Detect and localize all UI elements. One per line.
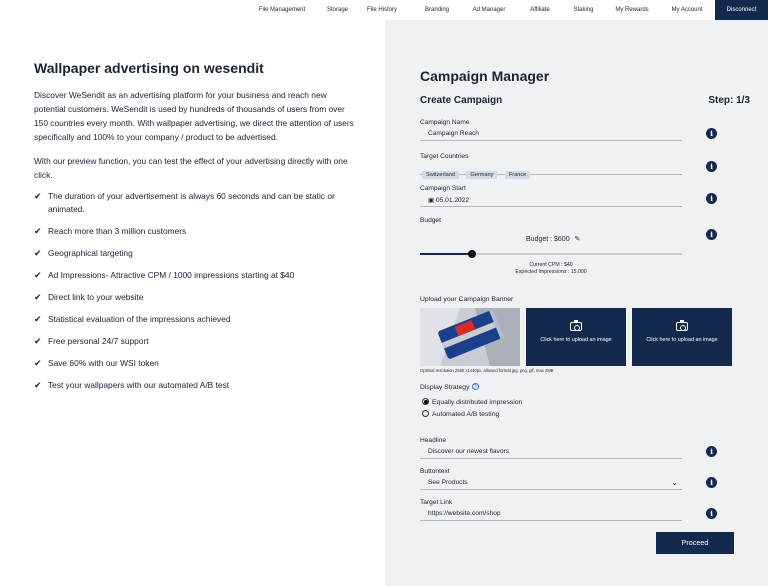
proceed-button[interactable]: Proceed	[656, 532, 734, 554]
nav-storage[interactable]: Storage	[326, 7, 348, 13]
country-tag[interactable]: Germany	[466, 171, 497, 179]
upload-text: Click here to upload an image	[540, 337, 612, 343]
check-icon: ✔	[34, 380, 42, 390]
campaign-start-input[interactable]	[420, 194, 682, 207]
list-item	[34, 247, 354, 260]
field-label: Buttontext	[420, 468, 450, 475]
budget-slider-handle[interactable]	[468, 250, 476, 258]
check-icon: ✔	[34, 248, 42, 258]
list-item-text: Direct link to your website	[48, 292, 144, 302]
info-icon[interactable]: i	[706, 446, 717, 457]
nav-staking[interactable]: Staking	[573, 7, 594, 13]
list-item-text: Ad Impressions- Attractive CPM / 1000 impressions starting at $40	[48, 270, 295, 280]
list-item-text: Statistical evaluation of the impressions achieved	[48, 314, 231, 324]
list-item	[34, 225, 354, 238]
info-icon[interactable]: i	[706, 508, 717, 519]
list-item	[34, 335, 354, 348]
list-item	[34, 313, 354, 326]
headline-input[interactable]: Discover our newest flavors	[420, 446, 682, 459]
display-strategy-text: Display Strategy	[420, 384, 470, 391]
info-icon[interactable]: i	[706, 128, 717, 139]
nav-file-history[interactable]: File History	[366, 7, 397, 13]
nav-branding[interactable]: Branding	[424, 7, 450, 13]
nav-affiliate[interactable]: Affiliate	[530, 7, 550, 13]
buttontext-value: See Products	[428, 479, 468, 486]
upload-image-button[interactable]	[526, 308, 626, 366]
field-label: Headline	[420, 437, 447, 444]
radio-button[interactable]	[422, 398, 429, 405]
info-icon[interactable]: i	[706, 229, 717, 240]
info-icon[interactable]: i	[706, 193, 717, 204]
nav-my-rewards[interactable]: My Rewards	[615, 7, 649, 13]
pencil-icon[interactable]: ✎	[574, 236, 581, 243]
field-label: Target Link	[420, 499, 453, 506]
target-link-field	[420, 499, 682, 521]
nav-my-account[interactable]: My Account	[671, 7, 703, 13]
camera-icon	[676, 322, 688, 331]
country-tag[interactable]: Switzerland	[422, 171, 459, 179]
list-item-text: Save 60% with our WSI token	[48, 358, 159, 368]
upload-hint: Optimal resolution 2560 x1440px, allowed format jpg, png, gif, max 2MB	[420, 368, 554, 373]
create-campaign-heading: Create Campaign	[420, 95, 503, 106]
disconnect-button[interactable]: Disconnect	[715, 0, 768, 20]
upload-text: Click here to upload an image	[646, 337, 718, 343]
budget-slider-fill	[420, 253, 472, 255]
list-item	[34, 379, 354, 392]
radio-label: Automated A/B testing	[432, 411, 500, 418]
nav-file-management[interactable]: File Management	[258, 7, 306, 13]
list-item-text: Reach more than 3 million customers	[48, 226, 187, 236]
banner-preview-image[interactable]	[420, 308, 520, 366]
list-item	[34, 190, 354, 216]
campaign-name-field	[420, 119, 682, 141]
intro-title: Wallpaper advertising on wesendit	[34, 60, 264, 76]
headline-field	[420, 437, 682, 459]
field-label: Campaign Start	[420, 185, 466, 192]
radio-button[interactable]	[422, 410, 429, 417]
help-circle-icon[interactable]: ?	[472, 383, 479, 390]
current-cpm: Current CPM : $40	[529, 262, 573, 268]
budget-label: Budget	[420, 217, 441, 224]
feature-list	[34, 190, 354, 392]
upload-label: Upload your Campaign Banner	[420, 296, 514, 303]
campaign-name-input[interactable]: Campaign Reach	[420, 128, 682, 141]
budget-text: Budget : $600	[526, 236, 570, 243]
top-navigation	[0, 0, 768, 20]
chevron-down-icon[interactable]: ⌄	[671, 478, 678, 487]
intro-section	[34, 60, 354, 401]
nav-ad-manager[interactable]: Ad Manager	[472, 7, 506, 13]
info-icon[interactable]: i	[706, 477, 717, 488]
list-item-text: The duration of your advertisement is always 60 seconds and can be static or animated.	[48, 191, 335, 214]
intro-paragraph: With our preview function, you can test the effect of your advertising directly with one click.	[34, 156, 348, 180]
list-item	[34, 357, 354, 370]
calendar-icon: ▣	[428, 197, 435, 204]
campaign-start-field	[420, 185, 682, 207]
strategy-option-ab[interactable]	[422, 410, 499, 418]
camera-icon	[570, 322, 582, 331]
campaign-manager-title: Campaign Manager	[420, 68, 550, 84]
intro-paragraph: Discover WeSendit as an advertising platform for your business and reach new potential customers. WeSendit is used by hundreds of thousands of users from over 150 countries every month. With wallpaper advertising, we direct the attention of users specifically and 100% to your company / product to be advertised.	[34, 90, 354, 142]
list-item-text: Test your wallpapers with our automated A/B test	[48, 380, 230, 390]
field-label: Target Countries	[420, 153, 469, 160]
check-icon: ✔	[34, 226, 42, 236]
target-link-input[interactable]: https://website.com/shop	[420, 508, 682, 521]
target-countries-field	[420, 153, 682, 178]
check-icon: ✔	[34, 336, 42, 346]
info-icon[interactable]: i	[706, 161, 717, 172]
step-indicator: Step: 1/3	[708, 95, 750, 106]
countries-input[interactable]	[420, 162, 682, 178]
budget-value[interactable]	[526, 235, 580, 243]
list-item	[34, 269, 354, 282]
list-item	[34, 291, 354, 304]
check-icon: ✔	[34, 270, 42, 280]
expected-impressions: Expected Impressions : 15.000	[515, 269, 587, 275]
list-item-text: Geographical targeting	[48, 248, 133, 258]
field-label: Campaign Name	[420, 119, 470, 126]
buttontext-field	[420, 468, 682, 490]
radio-label: Equally distributed impression	[432, 399, 523, 406]
budget-slider[interactable]	[420, 253, 682, 255]
check-icon: ✔	[34, 314, 42, 324]
country-tag[interactable]: France	[505, 171, 530, 179]
check-icon: ✔	[34, 358, 42, 368]
upload-image-button[interactable]	[632, 308, 732, 366]
campaign-panel	[385, 20, 768, 586]
campaign-start-value: 05.01.2022	[436, 197, 470, 204]
check-icon: ✔	[34, 292, 42, 302]
buttontext-select[interactable]	[420, 477, 682, 490]
display-strategy-label	[420, 383, 479, 391]
check-icon: ✔	[34, 191, 42, 201]
strategy-option-equal[interactable]	[422, 398, 522, 406]
banner-image-graphic	[420, 308, 520, 366]
list-item-text: Free personal 24/7 support	[48, 336, 149, 346]
